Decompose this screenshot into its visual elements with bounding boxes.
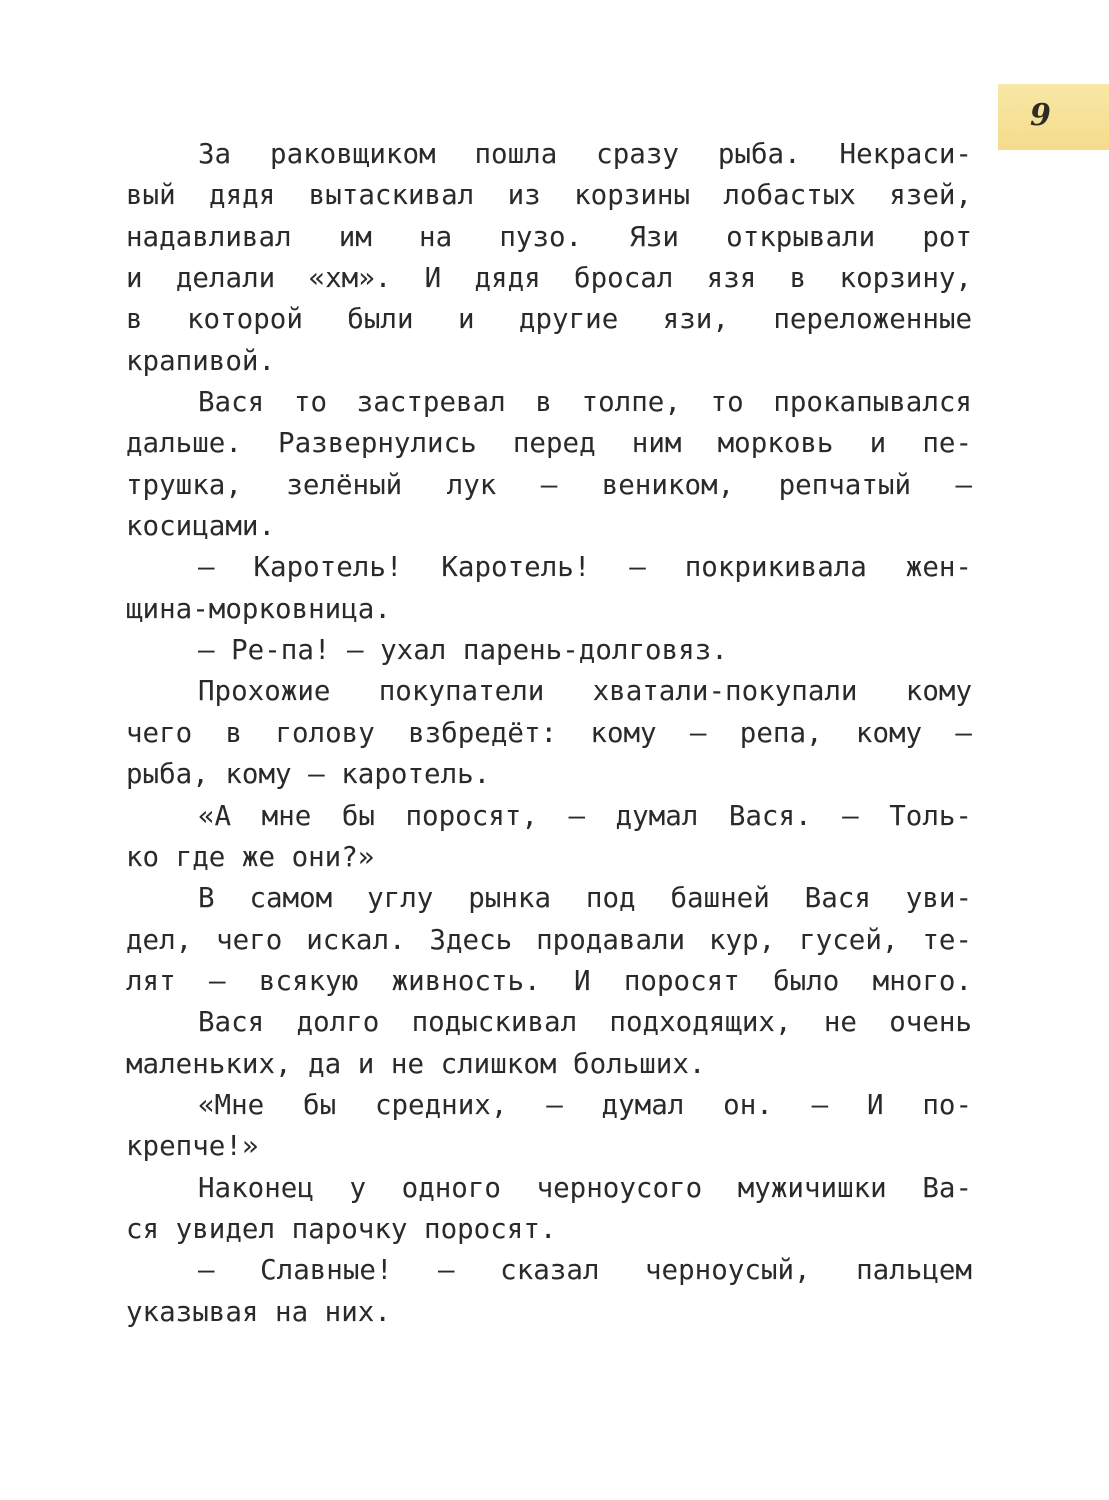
text-line: рыба, кому — каротель. bbox=[126, 758, 491, 791]
text-line: Прохожие покупатели хватали-покупали кому bbox=[198, 675, 972, 708]
text-line: надавливал им на пузо. Язи открывали рот bbox=[126, 220, 972, 253]
text-line: — Каротель! Каротель! — покрикивала жен- bbox=[198, 551, 972, 584]
text-line: — Славные! — сказал черноусый, пальцем bbox=[198, 1254, 972, 1287]
text-line: ся увидел парочку поросят. bbox=[126, 1212, 557, 1245]
text-line: лят — всякую живность. И поросят было много. bbox=[126, 964, 972, 997]
text-line: дел, чего искал. Здесь продавали кур, гусей, те- bbox=[126, 923, 972, 956]
text-line: маленьких, да и не слишком больших. bbox=[126, 1047, 706, 1080]
text-line: трушка, зелёный лук — веником, репчатый — bbox=[126, 468, 972, 501]
text-line: — Ре-па! — ухал парень-долговяз. bbox=[198, 634, 728, 667]
text-line: чего в голову взбредёт: кому — репа, кому — bbox=[126, 716, 972, 749]
text-line: дальше. Развернулись перед ним морковь и пе- bbox=[126, 427, 972, 460]
text-line: «Мне бы средних, — думал он. — И по- bbox=[198, 1088, 972, 1121]
text-line: косицами. bbox=[126, 510, 276, 543]
text-line: За раковщиком пошла сразу рыба. Некраси- bbox=[198, 138, 972, 170]
text-line: указывая на них. bbox=[126, 1295, 391, 1328]
page-number: 9 bbox=[1030, 98, 1051, 133]
text-line: ко где же они?» bbox=[126, 840, 375, 873]
text-line: вый дядя вытаскивал из корзины лобастых язей, bbox=[126, 179, 972, 212]
text-line: щина-морковница. bbox=[126, 592, 391, 625]
text-line: крепче!» bbox=[126, 1130, 259, 1163]
text-line: крапивой. bbox=[126, 344, 276, 377]
text-line: В самом углу рынка под башней Вася уви- bbox=[198, 882, 972, 915]
body-text bbox=[126, 134, 972, 1333]
text-line: Вася долго подыскивал подходящих, не очень bbox=[198, 1006, 972, 1039]
text-line: и делали «хм». И дядя бросал язя в корзину, bbox=[126, 262, 972, 295]
text-line: «А мне бы поросят, — думал Вася. — Толь- bbox=[198, 799, 972, 832]
text-line: Вася то застревал в толпе, то прокапывался bbox=[198, 386, 972, 419]
text-line: в которой были и другие язи, переложенные bbox=[126, 303, 972, 336]
text-line: Наконец у одного черноусого мужичишки Ва- bbox=[198, 1171, 972, 1204]
